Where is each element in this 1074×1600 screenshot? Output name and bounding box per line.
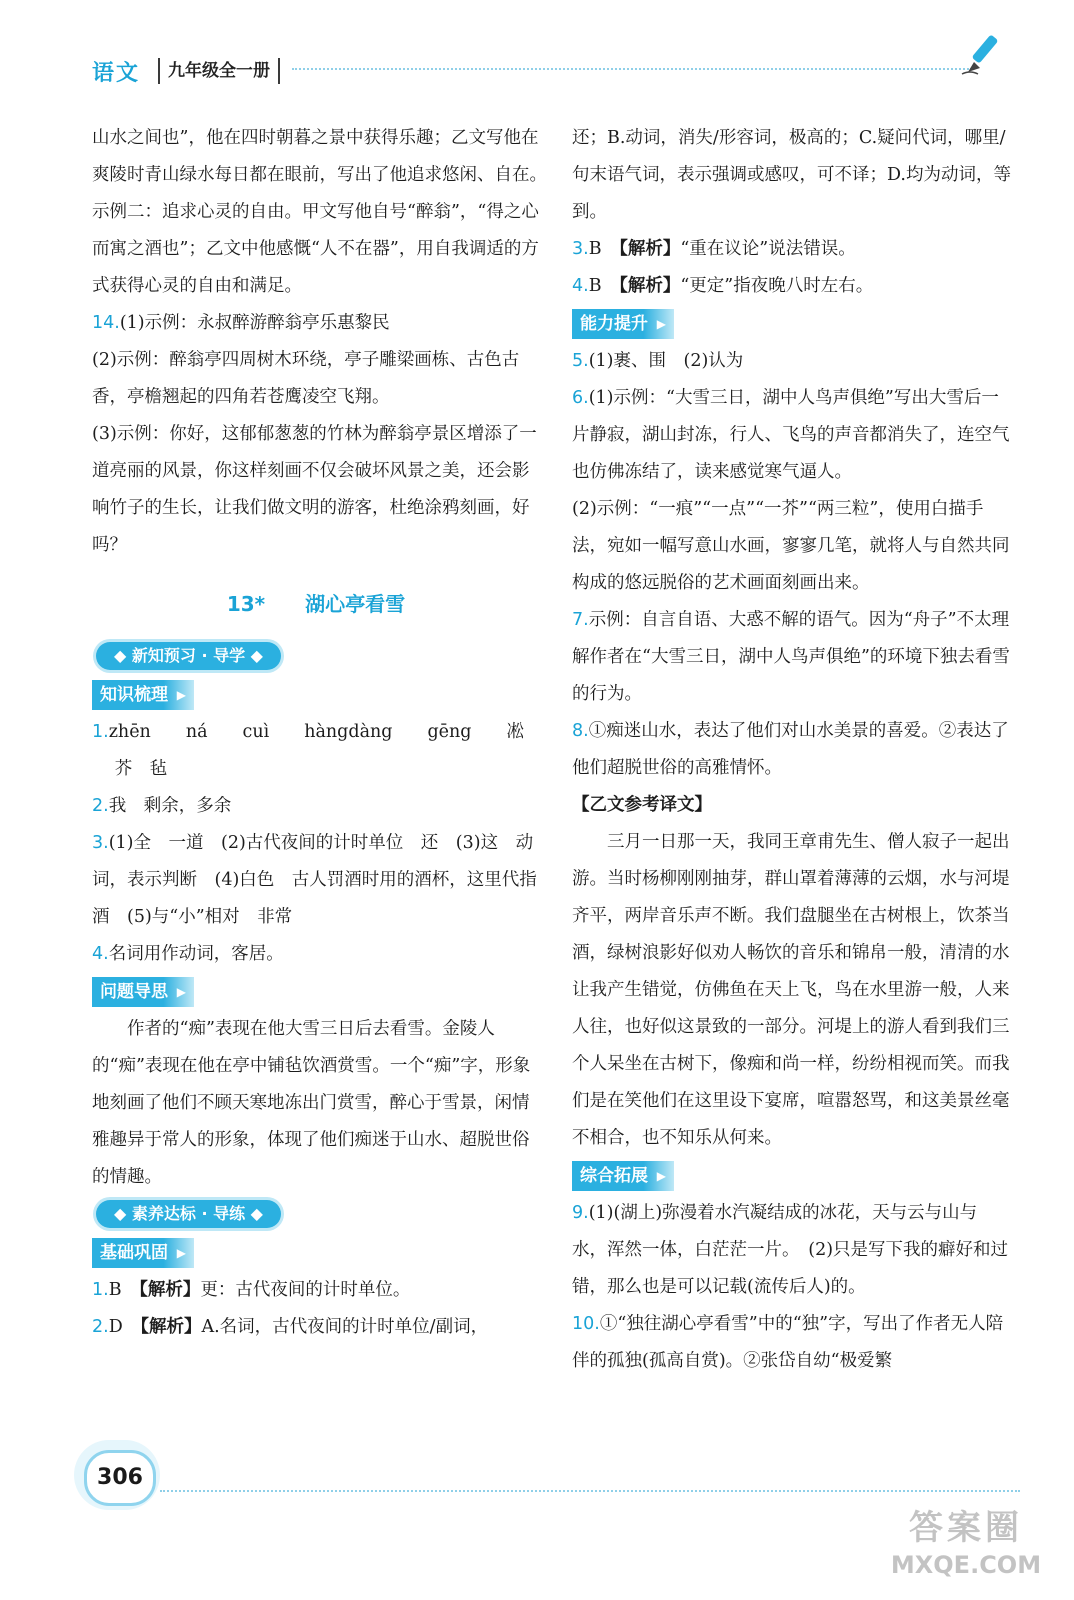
subject-label: 语文 (92, 61, 141, 86)
section-tag-thinking (92, 977, 194, 1007)
play-arrow-icon: ▶ (176, 985, 186, 999)
section-tag-ability (572, 309, 674, 339)
answer-14-2: (2)示例：醉翁亭四周树木环绕，亭子雕梁画栋、古色古香，亭檐翘起的四角若苍鹰凌空飞翔。 (92, 350, 520, 407)
footer-divider (160, 1490, 1020, 1494)
answer-k1 (92, 714, 560, 788)
question-number: 8. (572, 721, 589, 741)
question-number: 2. (92, 796, 109, 816)
question-number: 1. (92, 722, 109, 742)
pen-icon (960, 32, 1010, 76)
answer-text: ①“独往湖心亭看雪”中的“独”字，写出了作者无人陪伴的孤独(孤高自赏)。②张岱自幼“极爱繁 (572, 1314, 1004, 1371)
analysis-label: 【解析】 (139, 1280, 201, 1300)
question-14 (92, 305, 540, 342)
thinking-paragraph: 作者的“痴”表现在他大雪三日后去看雪。金陵人的“痴”表现在他在亭中铺毡饮酒赏雪。一个“痴”字，形象地刻画了他们不顾天寒地冻出门赏雪，醉心于雪景，闲情雅趣异于常人的形象，体现了他们痴迷于山水、超脱世俗的情趣。 (92, 1019, 531, 1187)
question-number: 2. (92, 1317, 109, 1337)
answer-text: 更：古代夜间的计时单位。 (200, 1280, 411, 1300)
play-arrow-icon: ▶ (176, 688, 186, 702)
answer-choice: B (108, 1280, 140, 1300)
section-tag-knowledge (92, 680, 194, 710)
question-number: 9. (572, 1203, 589, 1223)
answer-c9 (572, 1195, 1012, 1306)
answer-choice: D (108, 1317, 141, 1337)
answer-b4 (572, 268, 1012, 305)
header-divider (292, 68, 972, 72)
right-column (572, 120, 1012, 1380)
section-pill-preview: ◆ 新知预习 · 导学 ◆ (96, 642, 281, 670)
answer-text: (1)(湖上)弥漫着水汽凝结成的冰花，天与云与山与水，浑然一体，白茫茫一片。 (2)只是写下我的癖好和过错，那么也是可以记载(流传后人)的。 (572, 1203, 1009, 1297)
grade-label: 九年级全一册 (158, 58, 280, 84)
answer-text: (1)示例：永叔醉游醉翁亭乐惠黎民 (119, 313, 390, 333)
answer-k2 (92, 788, 540, 825)
section-tag-basic (92, 1238, 194, 1268)
question-number: 3. (92, 833, 109, 853)
answer-k4 (92, 936, 540, 973)
question-number: 1. (92, 1280, 109, 1300)
answer-text: (1)全 一道 (2)古代夜间的计时单位 还 (3)这 动词，表示判断 (4)白色 古人罚酒时用的酒杯，这里代指酒 (5)与“小”相对 非常 (92, 833, 537, 927)
section-pill-practice: ◆ 素养达标 · 导练 ◆ (96, 1200, 281, 1228)
analysis-label: 【解析】 (619, 239, 681, 259)
analysis-label: 【解析】 (619, 276, 681, 296)
answer-text: “重在议论”说法错误。 (680, 239, 856, 259)
left-column (92, 120, 560, 1346)
answer-text: “更定”指夜晚八时左右。 (680, 276, 874, 296)
answer-b2-cont: 还；B.动词，消失/形容词，极高的；C.疑问代词，哪里/句末语气词，表示强调或感叹，可不译；D.均为动词，等到。 (572, 128, 1011, 222)
answer-text: 示例：自言自语、大惑不解的语气。因为“舟子”不太理解作者在“大雪三日，湖中人鸟声俱绝”的环境下独去看雪的行为。 (572, 610, 1010, 704)
question-number: 7. (572, 610, 589, 630)
question-number: 14. (92, 313, 120, 333)
answer-text: zhēn ná cuì hàngdàng gēng 凇 芥 毡 (108, 722, 560, 779)
answer-text: 名词用作动词，客居。 (108, 944, 284, 964)
answer-text: (1)裹、围 (2)认为 (588, 351, 744, 371)
answer-text: 我 剩余，多余 (108, 796, 232, 816)
watermark-line1: 答案圈 (909, 1508, 1023, 1548)
question-number: 6. (572, 388, 589, 408)
tag-label: 基础巩固 (100, 1243, 168, 1263)
page-number: 306 (84, 1450, 156, 1506)
translation-paragraph: 三月一日那一天，我同王章甫先生、僧人寂子一起出游。当时杨柳刚刚抽芽，群山罩着薄薄的云烟，水与河堤齐平，两岸音乐声不断。我们盘腿坐在古树根上，饮茶当酒，绿树浪影好似劝人畅饮的音乐和锦帛一般，清清的水让我产生错觉，仿佛鱼在天上飞，鸟在水里游一般，人来人往，也好似这景致的一部分。河堤上的游人看到我们三个人呆坐在古树下，像痴和尚一样，纷纷相视而笑。而我们是在笑他们在这里设下宴席，喧嚣怒骂，和这美景丝毫不相合，也不知乐从何来。 (572, 832, 1010, 1148)
play-arrow-icon: ▶ (656, 1169, 666, 1183)
question-number: 4. (92, 944, 109, 964)
analysis-label: 【解析】 (140, 1317, 202, 1337)
tag-label: 问题导思 (100, 982, 168, 1002)
answer-text: (1)示例：“大雪三日，湖中人鸟声俱绝”写出大雪后一片静寂，湖山封冻，行人、飞鸟的声音都消失了，连空气也仿佛冻结了，读来感觉寒气逼人。 (572, 388, 1010, 482)
play-arrow-icon: ▶ (176, 1246, 186, 1260)
answer-b1 (92, 1272, 540, 1309)
answer-a8 (572, 713, 1012, 787)
answer-a6-2: (2)示例：“一痕”“一点”“一芥”“两三粒”，使用白描手法，宛如一幅写意山水画，寥寥几笔，就将人与自然共同构成的悠远脱俗的艺术画面刻画出来。 (572, 499, 1010, 593)
answer-text: ①痴迷山水，表达了他们对山水美景的喜爱。②表达了他们超脱世俗的高雅情怀。 (572, 721, 1009, 778)
question-number: 4. (572, 276, 589, 296)
translation-title: 【乙文参考译文】 (572, 795, 712, 815)
question-number: 10. (572, 1314, 600, 1334)
watermark-logo (866, 1506, 1066, 1596)
answer-a7 (572, 602, 1012, 713)
tag-label: 能力提升 (580, 314, 648, 334)
question-number: 5. (572, 351, 589, 371)
section-tag-extension (572, 1161, 674, 1191)
answer-b3 (572, 231, 1012, 268)
answer-14-3: (3)示例：你好，这郁郁葱葱的竹林为醉翁亭景区增添了一道亮丽的风景，你这样刻画不仅会破坏风景之美，还会影响竹子的生长，让我们做文明的游客，杜绝涂鸦刻画，好吗？ (92, 424, 537, 555)
answer-c10 (572, 1306, 1012, 1380)
answer-choice: B (588, 276, 620, 296)
lesson-title: 13* 湖心亭看雪 (226, 592, 406, 616)
tag-label: 综合拓展 (580, 1166, 648, 1186)
answer-a5 (572, 343, 1012, 380)
answer-b2 (92, 1309, 540, 1346)
answer-choice: B (588, 239, 620, 259)
answer-a6-1 (572, 380, 1012, 491)
play-arrow-icon: ▶ (656, 317, 666, 331)
paragraph-intro: 山水之间也”，他在四时朝暮之景中获得乐趣；乙文写他在爽陵时青山绿水每日都在眼前，写出了他追求悠闲、自在。 示例二：追求心灵的自由。甲文写他自号“醉翁”，“得之心而寓之酒也”；乙文中他感慨“人不在器”，用自我调适的方式获得心灵的自由和满足。 (92, 128, 556, 296)
tag-label: 知识梳理 (100, 685, 168, 705)
answer-k3 (92, 825, 540, 936)
answer-text: A.名词，古代夜间的计时单位/副词， (201, 1317, 489, 1337)
watermark-line2: MXQE.COM (890, 1551, 1042, 1579)
question-number: 3. (572, 239, 589, 259)
